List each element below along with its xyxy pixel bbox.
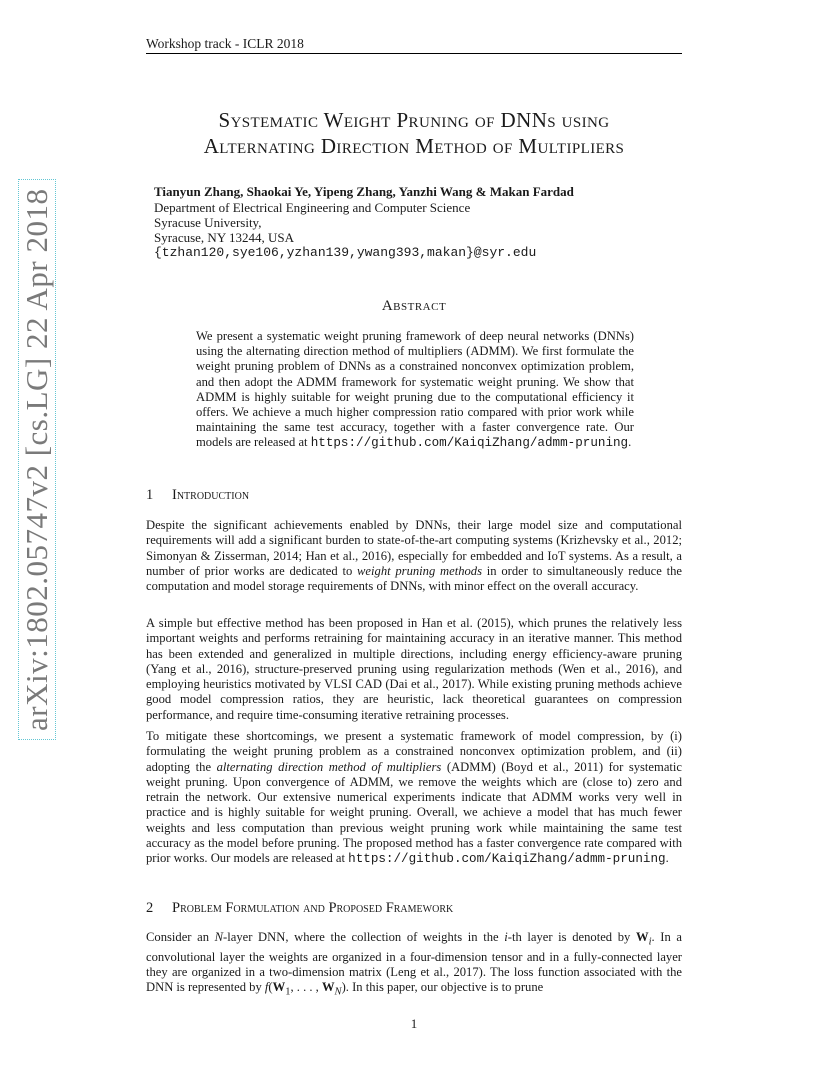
abstract-repo-link[interactable]: https://github.com/KaiqiZhang/admm-pruning bbox=[310, 436, 629, 451]
s2-text-a: Consider an bbox=[146, 930, 215, 944]
intro-paragraph-3 bbox=[146, 729, 682, 868]
author-list: Tianyun Zhang, Shaokai Ye, Yipeng Zhang, Yanzhi Wang & Makan Fardad bbox=[154, 184, 574, 199]
s2-math-f: f bbox=[264, 980, 269, 995]
arxiv-stamp: arXiv:1802.05747v2 [cs.LG] 22 Apr 2018 bbox=[18, 180, 56, 741]
intro-p1-emphasis: weight pruning methods bbox=[357, 563, 483, 578]
section-1-heading bbox=[146, 487, 249, 504]
intro-p1-text-b: in order to simultaneously reduce the computation and model storage requirements of DNNs, with minor effect on the overall accuracy. bbox=[146, 563, 682, 594]
intro-p3-text-b: (ADMM) (Boyd et al., 2011) for systematic weight pruning. Upon convergence of ADMM, we remove the weights which are (close to) zero and retrain the network. Our extensive numerical experiments indicate that ADMM works very well in practice and is highly suitable for weight pruning. Overall, we achieve a model that has much fewer weights and less computation than previous weight pruning work while maintaining the same test accuracy as the model before pruning. The proposed method has a faster convergence rate compared with prior works. Our models are released at bbox=[146, 759, 682, 866]
intro-p1-text-a: Despite the significant achievements enabled by DNNs, their large model size and computational requirements will add a significant burden to state-of-the-art computing systems (Krizhevsky et al., 2012; Simonyan & Zisserman, 2014; Han et al., 2016), especially for embedded and IoT systems. As a result, a number of prior works are dedicated to bbox=[146, 518, 682, 578]
abstract-text: We present a systematic weight pruning framework of deep neural networks (DNNs) using the alternating direction method of multipliers (ADMM). We first formulate the weight pruning problem of DNNs as a constrained nonconvex optimization problem, and then adopt the ADMM framework for systematic weight pruning. We show that ADMM is highly suitable for weight pruning due to the computational efficiency it offers. We achieve a much higher compression ratio compared with prior work while maintaining the same test accuracy, together with a faster convergence rate. Our models are released at bbox=[196, 329, 634, 450]
paper-title-line-1: Systematic Weight Pruning of DNNs using bbox=[218, 108, 610, 132]
running-header: Workshop track - ICLR 2018 bbox=[146, 36, 304, 51]
s2-text-e: . In this paper, our objective is to prune bbox=[345, 980, 544, 995]
s2-math-w-sub: i bbox=[648, 936, 652, 948]
s2-text-c: -th layer is denoted by bbox=[507, 930, 636, 944]
affiliation-address: Syracuse, NY 13244, USA bbox=[154, 230, 294, 245]
s2-paren-open: ( bbox=[268, 980, 273, 995]
s2-math-w1-sub: 1 bbox=[285, 986, 291, 998]
section-1-number: 1 bbox=[146, 487, 154, 503]
intro-p3-emphasis: alternating direction method of multipliers bbox=[216, 759, 442, 774]
abstract-body bbox=[196, 329, 634, 452]
header-rule bbox=[146, 53, 682, 54]
intro-repo-link[interactable]: https://github.com/KaiqiZhang/admm-pruning bbox=[348, 852, 666, 867]
s2-math-wn: W bbox=[321, 980, 335, 995]
s2-math-n: N bbox=[214, 930, 224, 944]
author-emails: {tzhan120,sye106,yzhan139,ywang393,makan}@syr.edu bbox=[154, 245, 537, 260]
intro-paragraph-2: A simple but effective method has been proposed in Han et al. (2015), which prunes the relatively less important weights and performs retraining for maintaining accuracy in an iterative manner. This method has been extended and generalized in multiple directions, including energy efficiency-aware pruning (Yang et al., 2016), structure-preserved pruning using regularization methods (Wen et al., 2016), and employing heuristics motivated by VLSI CAD (Dai et al., 2017). While existing pruning methods achieve good model compression ratios, they are heuristic, lack theoretical guarantees on compression performance, and require time-consuming iterative retraining processes. bbox=[146, 616, 682, 722]
intro-p3-text-a: To mitigate these shortcomings, we present a systematic framework of model compression, by (i) formulating the weight pruning problem as a constrained nonconvex optimization problem, and (ii) adopting the bbox=[146, 729, 682, 774]
s2-paren-close: ) bbox=[341, 980, 346, 995]
section-2-number: 2 bbox=[146, 900, 154, 916]
paper-title-line-2: Alternating Direction Method of Multipliers bbox=[203, 134, 625, 158]
affiliation-university: Syracuse University, bbox=[154, 215, 262, 230]
s2-math-w: W bbox=[635, 930, 649, 944]
s2-math-i: i bbox=[504, 930, 508, 944]
section-2-heading bbox=[146, 900, 453, 917]
affiliation-department: Department of Electrical Engineering and Computer Science bbox=[154, 200, 471, 215]
section-2-title: Problem Formulation and Proposed Framework bbox=[172, 900, 454, 916]
s2-text-d: . In a convolutional layer the weights are organized in a four-dimension tensor and in a fully-connected layer they are organized in a two-dimension matrix (Leng et al., 2017). The loss function associated with the DNN is represented by bbox=[146, 930, 682, 995]
intro-paragraph-1 bbox=[146, 518, 682, 594]
page-number: 1 bbox=[410, 1016, 418, 1031]
section-1-title: Introduction bbox=[172, 487, 250, 503]
section-2-paragraph bbox=[146, 930, 682, 1000]
s2-math-w1: W bbox=[272, 980, 286, 995]
s2-math-wn-sub: N bbox=[334, 986, 342, 998]
abstract-heading: Abstract bbox=[381, 298, 447, 314]
s2-text-b: -layer DNN, where the collection of weights in the bbox=[223, 930, 505, 944]
s2-dots: , . . . , bbox=[290, 980, 322, 995]
intro-p3-end: . bbox=[665, 851, 669, 866]
abstract-end: . bbox=[628, 435, 632, 450]
